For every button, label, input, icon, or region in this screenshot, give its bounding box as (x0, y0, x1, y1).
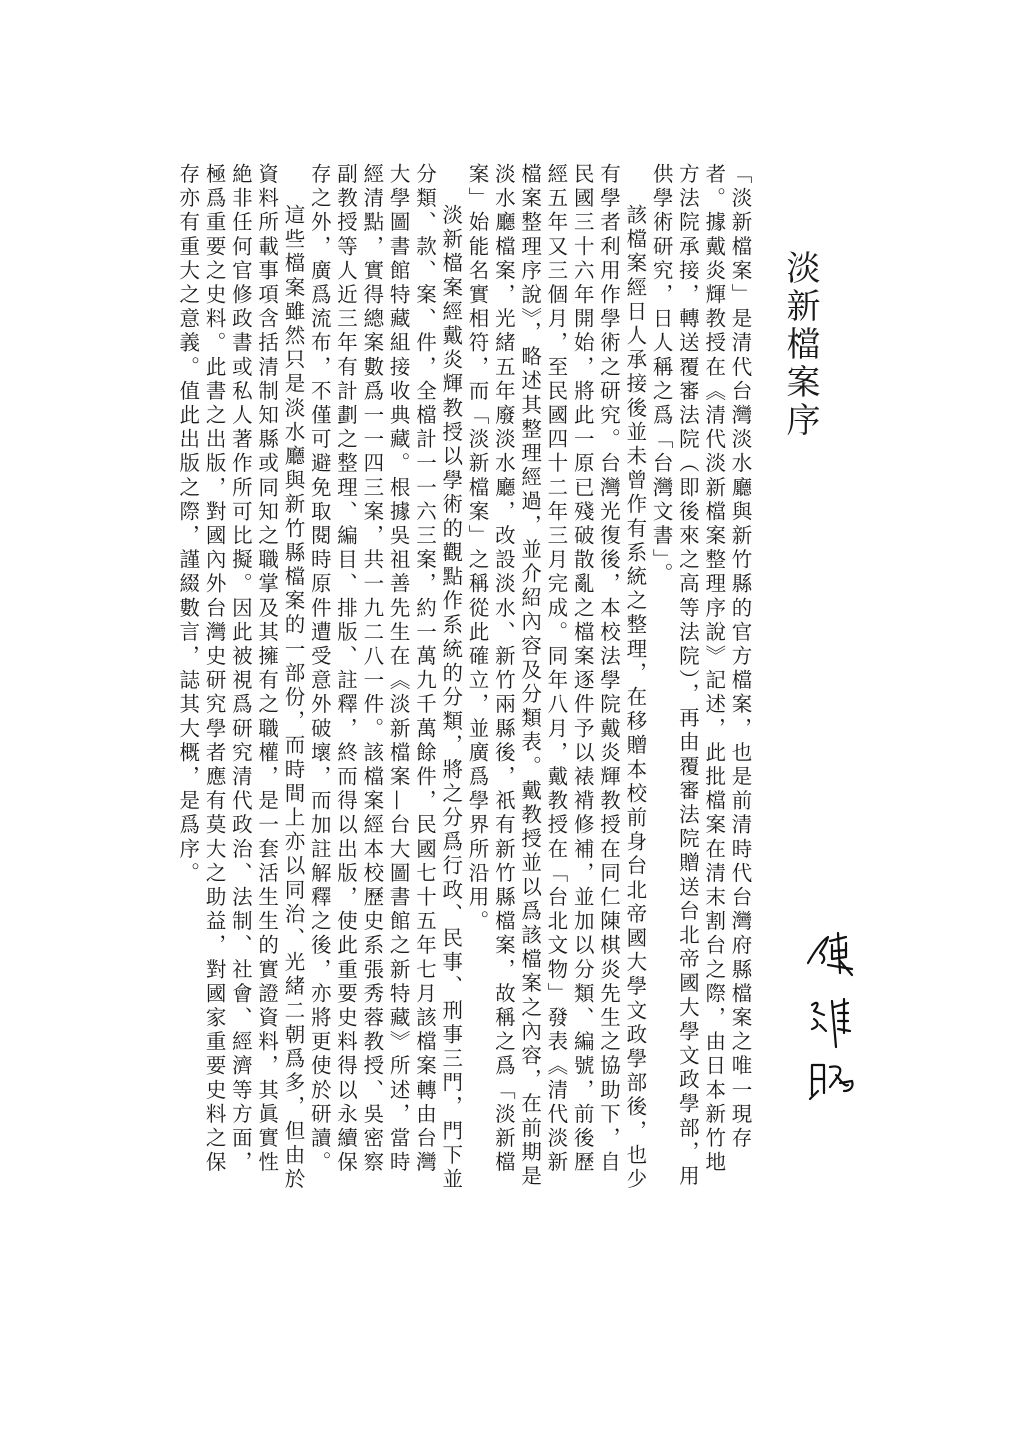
preface-body (174, 163, 753, 1193)
handwritten-signature (790, 915, 870, 1115)
paragraph: 「淡新檔案」是清代台灣淡水廳與新竹縣的官方檔案，也是前清時代台灣府縣檔案之唯一現存者。據戴炎輝教授在《清代淡新檔案整理序說》記述，此批檔案在清末割台之際，由日本新竹地方法院承接，轉送覆審法院（即後來之高等法院），再由覆審法院贈送台北帝國大學文政學部，用供學術研究，日人稱之爲「台灣文書」。 (649, 163, 752, 1190)
paragraph: 該檔案經日人承接後並未曾作有系統之整理，在移贈本校前身台北帝國大學文政學部後，也少有學者利用作學術之研究。台灣光復後，本校法學院戴炎輝教授在同仁陳棋炎先生之協助下，自民國三十六年開始，將此一原已殘破散亂之檔案逐件予以裱褙修補，並加以分類、編號，前後歷經五年又三個月，至民國四十二年三月完成。同年八月，戴教授在「台北文物」發表《清代淡新檔案整理序說》，略述其整理經過，並介紹內容及分類表。戴教授並以爲該檔案之內容，在前期是淡水廳檔案，光緒五年廢淡水廳，改設淡水、新竹兩縣後，祇有新竹縣檔案，故稱之爲「淡新檔案」始能名實相符，而「淡新檔案」之稱從此確立，並廣爲學界所沿用。 (465, 163, 647, 1193)
paragraph: 淡新檔案經戴炎輝教授以學術的觀點作系統的分類，將之分爲行政、民事、刑事三門，門下並分類、款、案、件，全檔計一一六三案，約一萬九千萬餘件，民國七十五年七月該檔案轉由台灣大學圖書館特藏組接收典藏。根據吳祖善先生在《淡新檔案—台大圖書館之新特藏》所述，當時經清點，實得總案數爲一一四三案，共一九二八一件。該檔案經本校歷史系張秀蓉教授、吳密察副教授等人近三年有計劃之整理、編目、排版、註釋，終而得以出版，使此重要史料得以永續保存之外，廣爲流布，不僅可避免取閱時原件遭受意外破壞，而加註解釋之後，亦將更使於研讀。 (307, 163, 463, 1193)
page-title: 淡新檔案序 (780, 250, 820, 440)
signature-image (790, 915, 870, 1115)
paragraph: 這些檔案雖然只是淡水廳與新竹縣檔案的一部份，而時間上亦以同治、光緒二朝爲多，但由於資料所載事項含括清制知縣或同知之職掌及其擁有之職權，是一套活生生的實證資料，其眞實性絶非任何官修政書或私人著作所可比擬。因此被視爲研究清代政治、法制、社會、經濟等方面，極爲重要之史料。此書之出版，對國內外台灣史研究學者應有莫大之助益，對國家重要史料之保存亦有重大之意義。值此出版之際，謹綴數言，誌其大概，是爲序。 (175, 163, 305, 1193)
